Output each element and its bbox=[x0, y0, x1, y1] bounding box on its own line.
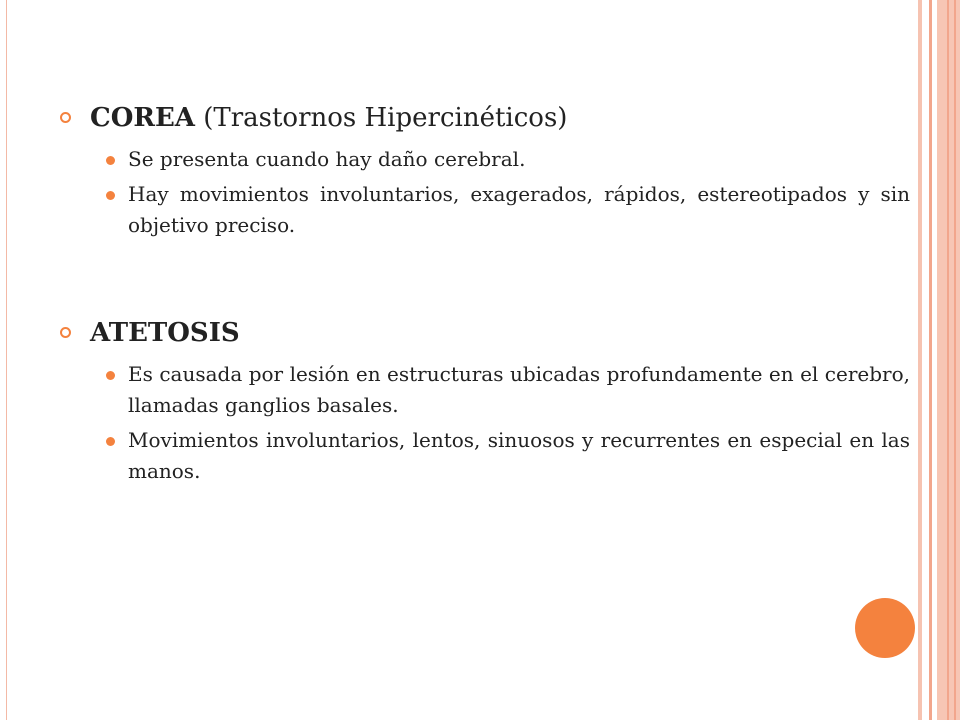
section-atetosis bbox=[58, 315, 910, 487]
list-item bbox=[58, 359, 910, 421]
list-item bbox=[58, 179, 910, 241]
section-heading bbox=[58, 100, 910, 136]
section-corea bbox=[58, 100, 910, 241]
item-text: Hay movimientos involuntarios, exagerados, rápidos, estereotipados y sin objetivo preciso. bbox=[128, 182, 910, 237]
ring-bullet-icon bbox=[60, 327, 71, 338]
item-text: Es causada por lesión en estructuras ubicadas profundamente en el cerebro, llamadas ganglios basales. bbox=[128, 362, 910, 417]
decorative-circle bbox=[855, 598, 915, 658]
section-heading bbox=[58, 315, 910, 351]
bullet-list bbox=[58, 359, 910, 487]
dot-bullet-icon bbox=[106, 156, 115, 165]
left-border-line bbox=[6, 0, 7, 720]
dot-bullet-icon bbox=[106, 437, 115, 446]
list-item bbox=[58, 425, 910, 487]
item-text: Movimientos involuntarios, lentos, sinuosos y recurrentes en especial en las manos. bbox=[128, 428, 910, 483]
heading-bold: ATETOSIS bbox=[90, 318, 240, 348]
bullet-list bbox=[58, 144, 910, 241]
item-text: Se presenta cuando hay daño cerebral. bbox=[128, 147, 526, 171]
list-item bbox=[58, 144, 910, 175]
heading-rest: (Trastornos Hipercinéticos) bbox=[194, 103, 568, 133]
dot-bullet-icon bbox=[106, 191, 115, 200]
ring-bullet-icon bbox=[60, 112, 71, 123]
slide-content bbox=[58, 100, 910, 491]
dot-bullet-icon bbox=[106, 371, 115, 380]
heading-bold: COREA bbox=[90, 103, 195, 133]
right-decorative-stripes bbox=[918, 0, 960, 720]
